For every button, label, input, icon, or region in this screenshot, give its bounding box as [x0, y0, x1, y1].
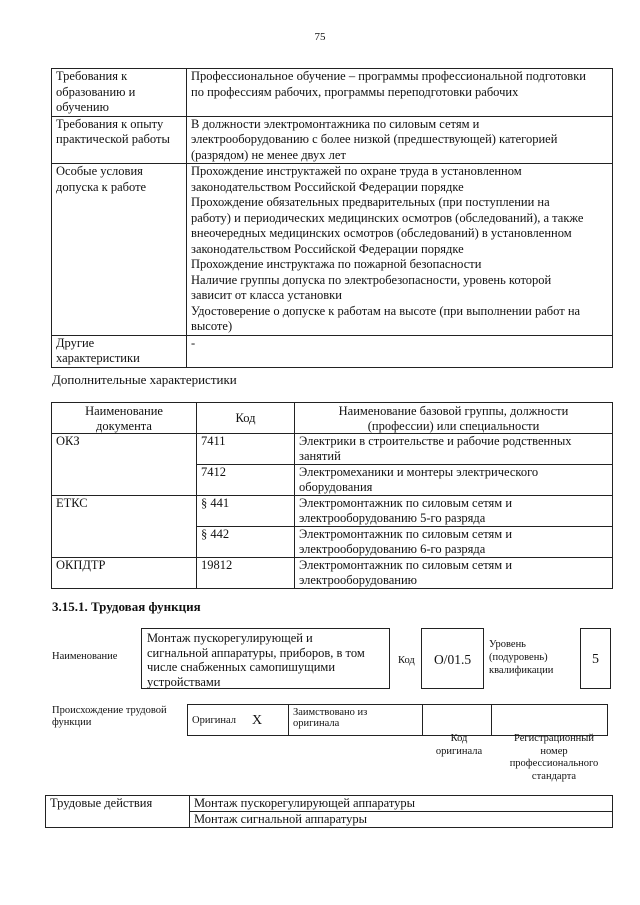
document-cell: ОКЗ: [52, 434, 197, 496]
function-origin-label: Происхождение трудовой функции: [52, 705, 167, 728]
table-row: [52, 496, 613, 527]
header-code: Код: [197, 403, 295, 434]
requirements-value: -: [187, 335, 613, 367]
code-original-cell: [423, 705, 492, 736]
qualification-level-label: Уровень (подуровень) квалификации: [489, 639, 554, 676]
additional-characteristics-table: [51, 402, 613, 589]
requirements-row-education: [52, 69, 613, 117]
borrowed-label: Заимствовано из оригинала: [289, 705, 423, 736]
group-name-cell: Электромонтажник по силовым сетям и электрооборудованию: [295, 558, 613, 589]
requirements-value: В должности электромонтажника по силовым сетям и электрооборудованию с более низкой (предшествующей) категорией (разрядом) не менее двух лет: [187, 116, 613, 164]
function-code-label: Код: [398, 655, 415, 666]
code-cell: 19812: [197, 558, 295, 589]
table-row: [52, 434, 613, 465]
header-group-name: Наименование базовой группы, должности (профессии) или специальности: [295, 403, 613, 434]
origin-row: [188, 705, 608, 736]
code-cell: 7412: [197, 465, 295, 496]
document-cell: ЕТКС: [52, 496, 197, 558]
labor-action-item: Монтаж сигнальной аппаратуры: [190, 812, 613, 828]
page-number: 75: [314, 31, 326, 43]
document-cell: ОКПДТР: [52, 558, 197, 589]
additional-characteristics-title: Дополнительные характеристики: [52, 372, 237, 387]
requirements-label: Особые условия допуска к работе: [52, 164, 187, 336]
table-row: [46, 796, 613, 812]
requirements-table: [51, 68, 613, 368]
requirements-label: Требования к образованию и обучению: [52, 69, 187, 117]
qualification-level-value: 5: [580, 628, 611, 689]
registration-number-cell: [492, 705, 608, 736]
labor-actions-label: Трудовые действия: [46, 796, 190, 828]
requirements-label: Требования к опыту практической работы: [52, 116, 187, 164]
requirements-row-special-conditions: [52, 164, 613, 336]
requirements-value: Прохождение инструктажей по охране труда в установленном законодательством Российской Федерации порядке Прохождение обязательных предварительных (при поступлении на работу) и периодических медицинских осмотров (обследований), а также внеочередных медицинских осмотров (обследований) в установленном законодательством Российской Федерации порядке Прохождение инструктажа по пожарной безопасности Наличие группы допуска по электробезопасности, уровень которой зависит от класса установки Удостоверение о допуске к работам на высоте (при выполнении работ на высоте): [187, 164, 613, 336]
group-name-cell: Электромонтажник по силовым сетям и электрооборудованию 6-го разряда: [295, 527, 613, 558]
group-name-cell: Электрики в строительстве и рабочие родственных занятий: [295, 434, 613, 465]
requirements-label: Другие характеристики: [52, 335, 187, 367]
header-document: Наименование документа: [52, 403, 197, 434]
original-mark: X: [248, 705, 289, 736]
function-name-box: Монтаж пускорегулирующей и сигнальной аппаратуры, приборов, в том числе снабженных самопишущими устройствами: [141, 628, 390, 689]
labor-function-heading: 3.15.1. Трудовая функция: [52, 599, 201, 614]
registration-number-caption: Регистрационный номер профессионального стандарта: [509, 733, 599, 782]
function-code-value: O/01.5: [421, 628, 484, 689]
original-label: Оригинал: [188, 705, 249, 736]
requirements-value: Профессиональное обучение – программы профессиональной подготовки по профессиям рабочих, программы переподготовки рабочих: [187, 69, 613, 117]
code-cell: § 441: [197, 496, 295, 527]
labor-actions-table: [45, 795, 613, 828]
table-header-row: [52, 403, 613, 434]
labor-action-item: Монтаж пускорегулирующей аппаратуры: [190, 796, 613, 812]
group-name-cell: Электромонтажник по силовым сетям и электрооборудованию 5-го разряда: [295, 496, 613, 527]
function-name-label: Наименование: [52, 651, 118, 662]
requirements-row-experience: [52, 116, 613, 164]
code-original-caption: Код оригинала: [435, 733, 483, 757]
code-cell: § 442: [197, 527, 295, 558]
requirements-row-other: [52, 335, 613, 367]
group-name-cell: Электромеханики и монтеры электрического оборудования: [295, 465, 613, 496]
code-cell: 7411: [197, 434, 295, 465]
table-row: [52, 558, 613, 589]
origin-table: [187, 704, 608, 736]
